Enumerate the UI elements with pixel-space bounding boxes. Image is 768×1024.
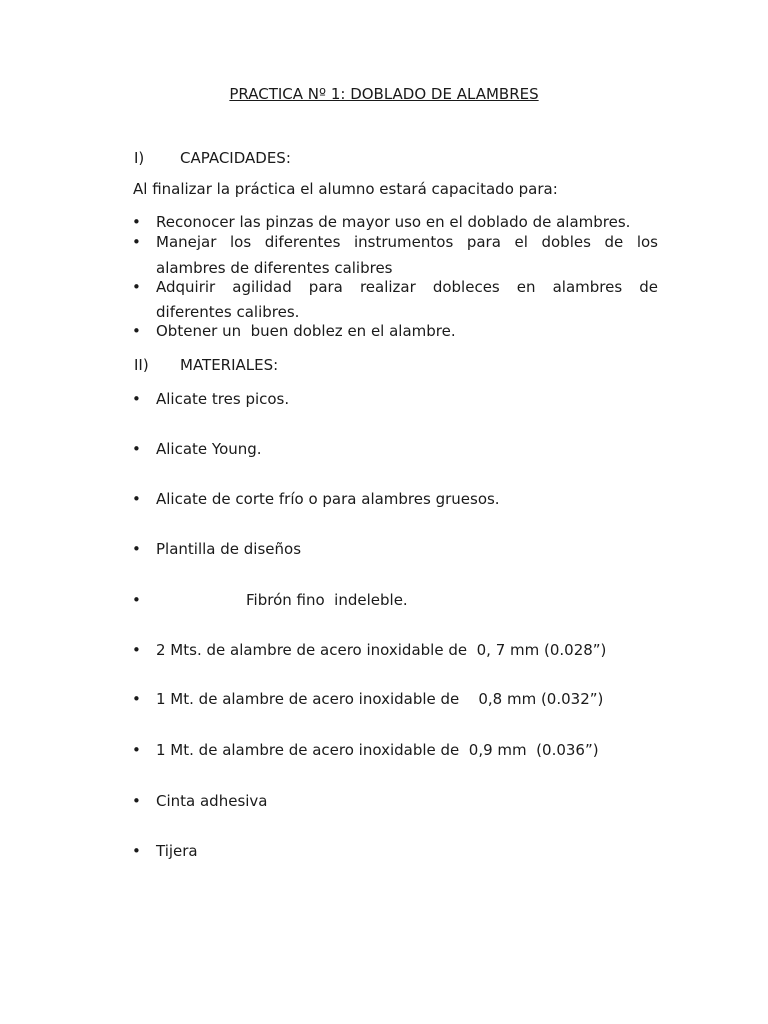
bullet-icon: • — [132, 792, 141, 810]
material-item: 1 Mt. de alambre de acero inoxidable de 0,9 mm (0.036”) — [156, 741, 599, 759]
list-item-continuation: diferentes calibres. — [156, 303, 300, 321]
bullet-icon: • — [132, 440, 141, 458]
section-heading-materiales — [134, 356, 278, 374]
bullet-icon: • — [132, 842, 141, 860]
material-item: Plantilla de diseños — [156, 540, 302, 558]
bullet-icon: • — [132, 213, 141, 231]
list-item: Manejar los diferentes instrumentos para el dobles de los — [156, 233, 658, 251]
bullet-icon: • — [132, 490, 141, 508]
material-item: Alicate Young. — [156, 440, 262, 458]
bullet-icon: • — [132, 233, 141, 251]
bullet-icon: • — [132, 278, 141, 296]
page-title: PRACTICA Nº 1: DOBLADO DE ALAMBRES — [229, 85, 539, 103]
section-number: I) — [134, 149, 145, 167]
bullet-icon: • — [132, 390, 141, 408]
section-title: CAPACIDADES: — [180, 149, 291, 167]
bullet-icon: • — [132, 641, 141, 659]
section-number: II) — [134, 356, 149, 374]
bullet-icon: • — [132, 690, 141, 708]
material-item: Alicate tres picos. — [156, 390, 290, 408]
material-item: Alicate de corte frío o para alambres gruesos. — [156, 490, 500, 508]
section-heading-capacidades — [134, 149, 291, 167]
section-title: MATERIALES: — [180, 356, 279, 374]
material-item: Fibrón fino indeleble. — [246, 591, 408, 609]
material-item: Tijera — [156, 842, 198, 860]
material-item: Cinta adhesiva — [156, 792, 268, 810]
intro-paragraph: Al finalizar la práctica el alumno estará capacitado para: — [133, 180, 558, 198]
material-item: 1 Mt. de alambre de acero inoxidable de 0,8 mm (0.032”) — [156, 690, 604, 708]
list-item: Adquirir agilidad para realizar dobleces en alambres de — [156, 278, 658, 296]
bullet-icon: • — [132, 322, 141, 340]
bullet-icon: • — [132, 540, 141, 558]
list-item-continuation: alambres de diferentes calibres — [156, 259, 393, 277]
bullet-icon: • — [132, 741, 141, 759]
bullet-icon: • — [132, 591, 141, 609]
list-item: Reconocer las pinzas de mayor uso en el doblado de alambres. — [156, 213, 631, 231]
material-item: 2 Mts. de alambre de acero inoxidable de 0, 7 mm (0.028”) — [156, 641, 607, 659]
list-item: Obtener un buen doblez en el alambre. — [156, 322, 456, 340]
